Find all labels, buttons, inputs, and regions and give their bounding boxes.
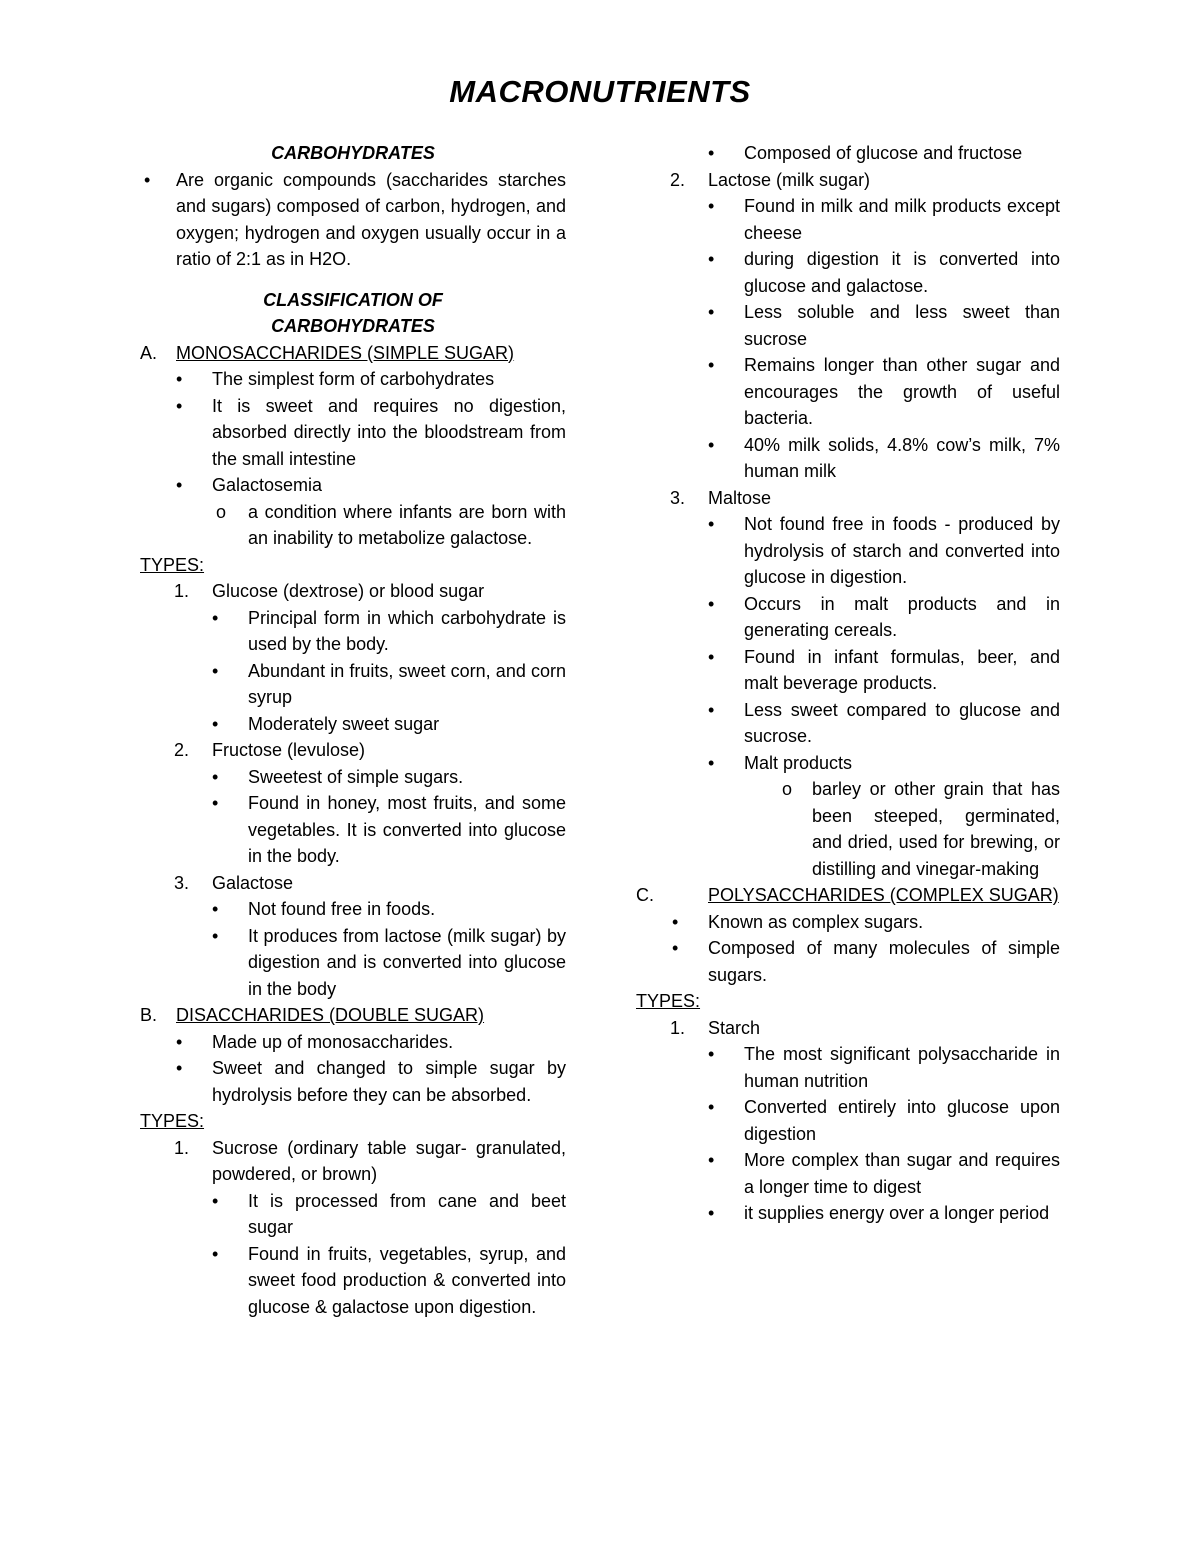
section-a-heading <box>140 340 566 367</box>
list-item <box>636 246 1060 299</box>
circle-bullet-icon: o <box>216 501 227 522</box>
item-text: Moderately sweet sugar <box>248 713 440 734</box>
bullet-icon: • <box>708 302 715 322</box>
list-item <box>636 1147 1060 1200</box>
list-item <box>636 697 1060 750</box>
item-text: Converted entirely into glucose upon digestion <box>744 1097 1060 1144</box>
list-item <box>636 750 1060 777</box>
list-item <box>140 1188 566 1241</box>
bullet-icon: • <box>708 196 715 216</box>
item-text: Occurs in malt products and in generating cereals. <box>744 593 1060 640</box>
number-marker: 1. <box>174 1137 190 1158</box>
list-item <box>140 1029 566 1056</box>
bullet-icon: • <box>212 713 219 734</box>
item-text: it supplies energy over a longer period <box>744 1203 1050 1223</box>
bullet-icon: • <box>708 355 715 375</box>
bullet-icon: • <box>176 1058 183 1078</box>
definition-text: Are organic compounds (saccharides starches and sugars) composed of carbon, hydrogen, and oxygen; hydrogen and oxygen usually occur in a ratio of 2:1 as in H2O. <box>176 169 566 269</box>
bullet-icon: • <box>708 593 715 614</box>
type-name: Lactose (milk sugar) <box>708 169 871 190</box>
carbohydrates-definition <box>140 167 566 273</box>
bullet-icon: • <box>708 1097 715 1117</box>
type-name: Galactose <box>212 872 294 893</box>
classification-heading <box>140 287 566 340</box>
item-text: Less sweet compared to glucose and sucrose. <box>744 699 1060 746</box>
monosaccharides-title: MONOSACCHARIDES (SIMPLE SUGAR) <box>176 342 515 363</box>
item-text: Found in honey, most fruits, and some vegetables. It is converted into glucose in the body. <box>248 793 566 866</box>
item-text: The simplest form of carbohydrates <box>212 369 495 389</box>
list-item <box>636 644 1060 697</box>
bullet-icon: • <box>212 660 219 681</box>
type-lactose <box>636 167 1060 194</box>
bullet-icon: • <box>212 1243 219 1264</box>
sub-list-item <box>140 499 566 552</box>
item-text: Composed of many molecules of simple sugars. <box>708 938 1060 985</box>
item-text: It produces from lactose (milk sugar) by digestion and is converted into glucose in the body <box>248 925 566 999</box>
section-b-marker: B. <box>140 1005 158 1025</box>
list-item <box>636 432 1060 485</box>
list-item <box>140 790 566 870</box>
bullet-icon: • <box>212 925 219 946</box>
bullet-icon: • <box>672 911 679 932</box>
list-item <box>636 511 1060 591</box>
type-galactose <box>140 870 566 897</box>
item-text: Less soluble and less sweet than sucrose <box>744 302 1060 349</box>
disaccharides-title: DISACCHARIDES (DOUBLE SUGAR) <box>176 1005 485 1025</box>
bullet-icon: • <box>708 514 715 534</box>
list-item <box>636 140 1060 167</box>
list-item <box>636 909 1060 936</box>
item-text: Not found free in foods. <box>248 899 436 919</box>
bullet-icon: • <box>176 395 183 416</box>
list-item <box>636 1041 1060 1094</box>
bullet-icon: • <box>708 434 715 455</box>
item-text: Known as complex sugars. <box>708 911 924 932</box>
bullet-icon: • <box>176 475 183 495</box>
bullet-icon: • <box>672 938 679 958</box>
number-marker: 3. <box>670 487 686 508</box>
list-item <box>140 923 566 1003</box>
section-c-marker: C. <box>636 885 654 905</box>
section-c-heading <box>636 882 1060 909</box>
type-name: Fructose (levulose) <box>212 740 366 760</box>
item-text: Remains longer than other sugar and encourages the growth of useful bacteria. <box>744 355 1060 428</box>
bullet-icon: • <box>708 646 715 667</box>
list-item <box>140 764 566 791</box>
item-text: Malt products <box>744 752 853 773</box>
list-item <box>636 1094 1060 1147</box>
item-text: Sweet and changed to simple sugar by hydrolysis before they can be absorbed. <box>212 1058 566 1105</box>
list-item <box>140 366 566 393</box>
item-text: The most significant polysaccharide in human nutrition <box>744 1044 1060 1091</box>
types-label: TYPES: <box>140 1111 205 1131</box>
item-text: Found in milk and milk products except cheese <box>744 196 1060 243</box>
list-item <box>636 935 1060 988</box>
type-glucose <box>140 578 566 605</box>
bullet-icon: • <box>176 1031 183 1052</box>
bullet-icon: • <box>212 793 219 813</box>
type-name: Sucrose (ordinary table sugar- granulated, powdered, or brown) <box>212 1137 566 1184</box>
item-text: More complex than sugar and requires a longer time to digest <box>744 1150 1060 1197</box>
item-text: Galactosemia <box>212 475 323 495</box>
list-item <box>140 896 566 923</box>
type-starch <box>636 1015 1060 1042</box>
bullet-icon: • <box>212 766 219 787</box>
item-text: Made up of monosaccharides. <box>212 1031 454 1052</box>
bullet-icon: • <box>212 1190 219 1211</box>
item-text: It is processed from cane and beet sugar <box>248 1190 566 1237</box>
bullet-icon: • <box>708 1203 715 1223</box>
section-b-heading <box>140 1002 566 1029</box>
list-item <box>636 352 1060 432</box>
classification-line-2: CARBOHYDRATES <box>271 316 435 336</box>
bullet-icon: • <box>708 1150 715 1170</box>
list-item <box>636 193 1060 246</box>
item-text: Found in infant formulas, beer, and malt beverage products. <box>744 646 1060 693</box>
item-text: Principal form in which carbohydrate is used by the body. <box>248 607 566 654</box>
bullet-icon: • <box>176 369 183 389</box>
carbohydrates-heading: CARBOHYDRATES <box>271 143 435 163</box>
item-text: during digestion it is converted into glucose and galactose. <box>744 249 1060 296</box>
bullet-icon: • <box>708 752 715 773</box>
item-text: Abundant in fruits, sweet corn, and corn syrup <box>248 660 566 707</box>
types-label: TYPES: <box>140 554 205 575</box>
list-item <box>636 299 1060 352</box>
number-marker: 2. <box>174 740 190 760</box>
type-sucrose <box>140 1135 566 1188</box>
type-name: Glucose (dextrose) or blood sugar <box>212 581 485 601</box>
list-item <box>636 591 1060 644</box>
bullet-icon: • <box>708 143 715 163</box>
list-item <box>140 1241 566 1321</box>
list-item <box>140 605 566 658</box>
list-item <box>140 393 566 473</box>
left-column <box>140 140 566 1320</box>
bullet-icon: • <box>708 699 715 720</box>
list-item <box>140 1055 566 1108</box>
bullet-icon: • <box>144 169 151 190</box>
circle-bullet-icon: o <box>782 779 793 799</box>
item-text: barley or other grain that has been steeped, germinated, and dried, used for brewing, or distilling and vinegar-making <box>812 779 1060 879</box>
bullet-icon: • <box>212 607 219 628</box>
item-text: a condition where infants are born with an inability to metabolize galactose. <box>248 501 566 548</box>
item-text: Composed of glucose and fructose <box>744 143 1023 163</box>
section-a-marker: A. <box>140 342 158 363</box>
type-name: Maltose <box>708 487 772 508</box>
list-item <box>140 658 566 711</box>
type-fructose <box>140 737 566 764</box>
page-title: MACRONUTRIENTS <box>449 74 751 109</box>
bullet-icon: • <box>708 249 715 269</box>
list-item <box>140 711 566 738</box>
right-column <box>636 140 1060 1227</box>
bullet-icon: • <box>708 1044 715 1064</box>
item-text: 40% milk solids, 4.8% cow’s milk, 7% human milk <box>744 434 1060 481</box>
item-text: Sweetest of simple sugars. <box>248 766 464 787</box>
type-maltose <box>636 485 1060 512</box>
number-marker: 3. <box>174 872 190 893</box>
sub-list-item <box>636 776 1060 882</box>
classification-line-1: CLASSIFICATION OF <box>263 289 443 310</box>
list-item <box>140 472 566 499</box>
number-marker: 2. <box>670 169 686 190</box>
number-marker: 1. <box>670 1017 686 1038</box>
item-text: Found in fruits, vegetables, syrup, and sweet food production & converted into glucose & galactose upon digestion. <box>248 1243 566 1317</box>
bullet-icon: • <box>212 899 219 919</box>
polysaccharides-title: POLYSACCHARIDES (COMPLEX SUGAR) <box>708 885 1059 905</box>
types-label: TYPES: <box>636 991 701 1011</box>
item-text: Not found free in foods - produced by hydrolysis of starch and converted into glucose in digestion. <box>744 514 1060 587</box>
list-item <box>636 1200 1060 1227</box>
item-text: It is sweet and requires no digestion, absorbed directly into the bloodstream from the small intestine <box>212 395 566 469</box>
type-name: Starch <box>708 1017 761 1038</box>
number-marker: 1. <box>174 581 190 601</box>
